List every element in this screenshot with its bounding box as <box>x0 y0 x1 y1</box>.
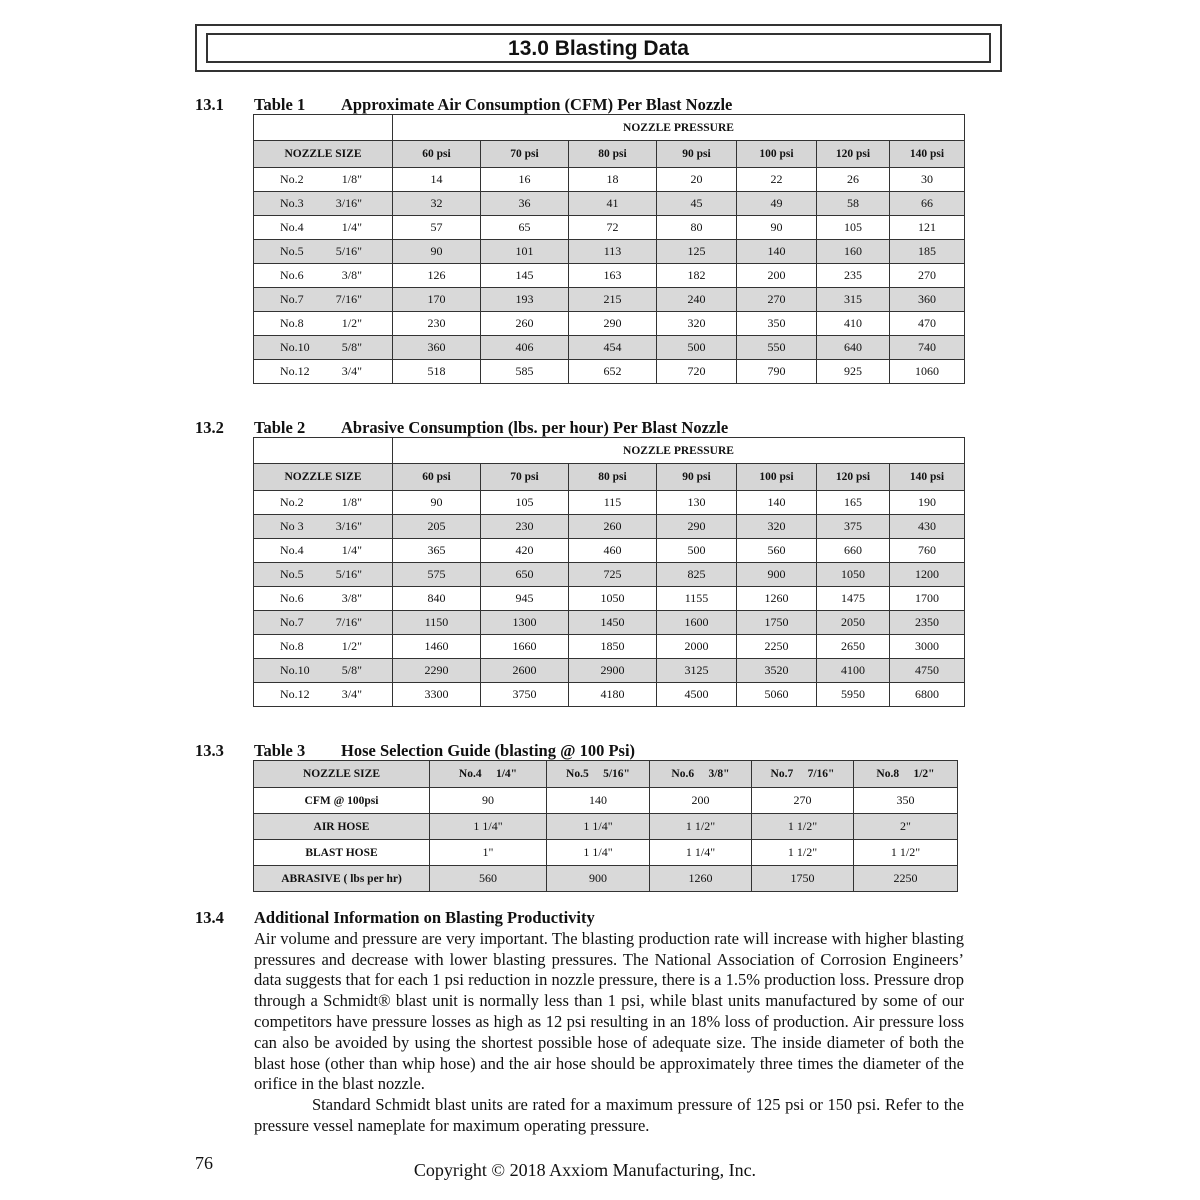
nozzle-number: No.12 <box>280 364 310 378</box>
row-label: ABRASIVE ( lbs per hr) <box>254 866 430 892</box>
value-cell: 6800 <box>890 683 965 707</box>
nozzle-size-cell <box>254 683 393 707</box>
nozzle-fraction: 1/4" <box>341 220 362 234</box>
nozzle-size-cell <box>254 491 393 515</box>
column-header: No.8 1/2" <box>854 761 958 788</box>
table-row <box>254 587 965 611</box>
value-cell: 1300 <box>481 611 569 635</box>
nozzle-number: No.5 <box>280 567 304 581</box>
nozzle-fraction: 7/16" <box>335 292 362 306</box>
row-label: AIR HOSE <box>254 814 430 840</box>
value-cell: 1050 <box>569 587 657 611</box>
table-row <box>254 563 965 587</box>
nozzle-fraction: 5/8" <box>341 663 362 677</box>
value-cell: 105 <box>481 491 569 515</box>
nozzle-fraction: 3/8" <box>341 591 362 605</box>
value-cell: 2000 <box>657 635 737 659</box>
section-number: 13.2 <box>195 418 224 437</box>
value-cell: 230 <box>481 515 569 539</box>
value-cell: 2600 <box>481 659 569 683</box>
nozzle-size-cell <box>254 192 393 216</box>
value-cell: 1260 <box>737 587 817 611</box>
value-cell: 3125 <box>657 659 737 683</box>
pressure-header: 100 psi <box>737 141 817 168</box>
value-cell: 160 <box>817 240 890 264</box>
table-row <box>254 515 965 539</box>
value-cell: 270 <box>890 264 965 288</box>
column-header: No.5 5/16" <box>547 761 650 788</box>
nozzle-number: No.7 <box>280 615 304 629</box>
value-cell: 375 <box>817 515 890 539</box>
value-cell: 163 <box>569 264 657 288</box>
value-cell: 1 1/4" <box>547 840 650 866</box>
value-cell: 350 <box>737 312 817 336</box>
value-cell: 270 <box>737 288 817 312</box>
value-cell: 660 <box>817 539 890 563</box>
table-row <box>254 491 965 515</box>
section-number: 13.1 <box>195 95 224 114</box>
empty-cell <box>254 115 393 141</box>
value-cell: 1155 <box>657 587 737 611</box>
value-cell: 32 <box>393 192 481 216</box>
value-cell: 640 <box>817 336 890 360</box>
nozzle-size-cell <box>254 264 393 288</box>
value-cell: 90 <box>737 216 817 240</box>
air-consumption-table <box>253 114 965 384</box>
pressure-header: 140 psi <box>890 141 965 168</box>
value-cell: 4500 <box>657 683 737 707</box>
nozzle-size-cell <box>254 312 393 336</box>
paragraph: Air volume and pressure are very important. The blasting production rate will increase with higher blasting pressures and decrease with lower blasting pressures. The National Association of Corrosion Engineers’ data suggests that for each 1 psi reduction in nozzle pressure, there is a 1.5% production loss. Pressure drop through a Schmidt® blast unit is normally less than 1 psi, while blast units manufactured by some of our competitors have pressure losses as high as 12 psi resulting in an 18% loss of production. Air pressure loss can also be avoided by using the shortest possible hose of adequate size. The inside diameter of both the blast hose (other than whip hose) and the air hose should be approximately three times the diameter of the orifice in the blast nozzle. <box>254 928 964 1094</box>
value-cell: 4180 <box>569 683 657 707</box>
value-cell: 500 <box>657 539 737 563</box>
value-cell: 45 <box>657 192 737 216</box>
value-cell: 200 <box>650 788 752 814</box>
value-cell: 115 <box>569 491 657 515</box>
value-cell: 3520 <box>737 659 817 683</box>
nozzle-number: No.8 <box>280 316 304 330</box>
value-cell: 1 1/2" <box>854 840 958 866</box>
column-header: NOZZLE SIZE <box>254 761 430 788</box>
value-cell: 825 <box>657 563 737 587</box>
nozzle-fraction: 1/2" <box>341 316 362 330</box>
value-cell: 500 <box>657 336 737 360</box>
nozzle-number: No.2 <box>280 495 304 509</box>
value-cell: 101 <box>481 240 569 264</box>
nozzle-size-cell <box>254 563 393 587</box>
value-cell: 57 <box>393 216 481 240</box>
value-cell: 121 <box>890 216 965 240</box>
nozzle-size-cell <box>254 611 393 635</box>
value-cell: 740 <box>890 336 965 360</box>
nozzle-size-cell <box>254 288 393 312</box>
value-cell: 945 <box>481 587 569 611</box>
value-cell: 30 <box>890 168 965 192</box>
value-cell: 350 <box>854 788 958 814</box>
value-cell: 22 <box>737 168 817 192</box>
value-cell: 2290 <box>393 659 481 683</box>
productivity-section <box>254 908 964 1137</box>
value-cell: 182 <box>657 264 737 288</box>
value-cell: 4750 <box>890 659 965 683</box>
column-header: No.4 1/4" <box>430 761 547 788</box>
value-cell: 105 <box>817 216 890 240</box>
value-cell: 130 <box>657 491 737 515</box>
nozzle-number: No.6 <box>280 591 304 605</box>
nozzle-fraction: 7/16" <box>335 615 362 629</box>
value-cell: 420 <box>481 539 569 563</box>
nozzle-number: No.3 <box>280 196 304 210</box>
value-cell: 1450 <box>569 611 657 635</box>
value-cell: 560 <box>737 539 817 563</box>
row-label: BLAST HOSE <box>254 840 430 866</box>
table-row <box>254 168 965 192</box>
page-title: 13.0 Blasting Data <box>206 33 991 63</box>
nozzle-size-cell <box>254 168 393 192</box>
value-cell: 113 <box>569 240 657 264</box>
value-cell: 550 <box>737 336 817 360</box>
nozzle-size-header: NOZZLE SIZE <box>254 464 393 491</box>
nozzle-fraction: 1/2" <box>341 639 362 653</box>
value-cell: 560 <box>430 866 547 892</box>
header-row <box>254 464 965 491</box>
value-cell: 1150 <box>393 611 481 635</box>
paragraph: Standard Schmidt blast units are rated for a maximum pressure of 125 psi or 150 psi. Refer to the pressure vessel nameplate for maximum operating pressure. <box>254 1095 964 1135</box>
value-cell: 49 <box>737 192 817 216</box>
nozzle-fraction: 3/4" <box>341 687 362 701</box>
nozzle-size-cell <box>254 240 393 264</box>
header-row <box>254 141 965 168</box>
nozzle-number: No.10 <box>280 663 310 677</box>
nozzle-fraction: 3/16" <box>335 519 362 533</box>
table-row <box>254 336 965 360</box>
value-cell: 925 <box>817 360 890 384</box>
value-cell: 190 <box>890 491 965 515</box>
value-cell: 2250 <box>854 866 958 892</box>
table-row <box>254 814 958 840</box>
value-cell: 1" <box>430 840 547 866</box>
table-label: Table 3 <box>254 741 306 760</box>
pressure-header: 120 psi <box>817 464 890 491</box>
value-cell: 1 1/2" <box>650 814 752 840</box>
table-caption: Approximate Air Consumption (CFM) Per Blast Nozzle <box>341 95 733 114</box>
value-cell: 2" <box>854 814 958 840</box>
pressure-group-row <box>254 438 965 464</box>
value-cell: 230 <box>393 312 481 336</box>
value-cell: 90 <box>430 788 547 814</box>
column-header: No.7 7/16" <box>752 761 854 788</box>
value-cell: 2900 <box>569 659 657 683</box>
section-number: 13.4 <box>195 908 224 927</box>
nozzle-size-cell <box>254 360 393 384</box>
nozzle-number: No.4 <box>280 543 304 557</box>
value-cell: 215 <box>569 288 657 312</box>
value-cell: 1750 <box>752 866 854 892</box>
nozzle-fraction: 5/16" <box>335 567 362 581</box>
table-row <box>254 683 965 707</box>
pressure-header: 120 psi <box>817 141 890 168</box>
table-label: Table 2 <box>254 418 306 437</box>
value-cell: 14 <box>393 168 481 192</box>
value-cell: 205 <box>393 515 481 539</box>
value-cell: 240 <box>657 288 737 312</box>
value-cell: 1660 <box>481 635 569 659</box>
table-row <box>254 611 965 635</box>
title-frame <box>195 24 1002 72</box>
nozzle-size-cell <box>254 539 393 563</box>
table-row <box>254 240 965 264</box>
value-cell: 65 <box>481 216 569 240</box>
table-caption: Hose Selection Guide (blasting @ 100 Psi) <box>341 741 636 760</box>
nozzle-pressure-label: NOZZLE PRESSURE <box>393 438 965 464</box>
value-cell: 260 <box>481 312 569 336</box>
pressure-header: 80 psi <box>569 464 657 491</box>
value-cell: 1700 <box>890 587 965 611</box>
value-cell: 790 <box>737 360 817 384</box>
pressure-header: 60 psi <box>393 464 481 491</box>
value-cell: 72 <box>569 216 657 240</box>
value-cell: 320 <box>737 515 817 539</box>
empty-cell <box>254 438 393 464</box>
section-number: 13.3 <box>195 741 224 760</box>
table-row <box>254 192 965 216</box>
value-cell: 1 1/2" <box>752 840 854 866</box>
value-cell: 80 <box>657 216 737 240</box>
nozzle-size-cell <box>254 659 393 683</box>
value-cell: 470 <box>890 312 965 336</box>
value-cell: 170 <box>393 288 481 312</box>
nozzle-fraction: 3/8" <box>341 268 362 282</box>
value-cell: 140 <box>737 491 817 515</box>
value-cell: 1 1/4" <box>650 840 752 866</box>
value-cell: 58 <box>817 192 890 216</box>
value-cell: 5950 <box>817 683 890 707</box>
hose-selection-table <box>253 760 958 892</box>
value-cell: 575 <box>393 563 481 587</box>
value-cell: 3750 <box>481 683 569 707</box>
value-cell: 652 <box>569 360 657 384</box>
value-cell: 3300 <box>393 683 481 707</box>
value-cell: 4100 <box>817 659 890 683</box>
value-cell: 1260 <box>650 866 752 892</box>
value-cell: 185 <box>890 240 965 264</box>
value-cell: 454 <box>569 336 657 360</box>
value-cell: 41 <box>569 192 657 216</box>
value-cell: 900 <box>547 866 650 892</box>
value-cell: 270 <box>752 788 854 814</box>
nozzle-size-cell <box>254 635 393 659</box>
pressure-header: 90 psi <box>657 141 737 168</box>
nozzle-number: No.8 <box>280 639 304 653</box>
value-cell: 290 <box>657 515 737 539</box>
nozzle-fraction: 5/16" <box>335 244 362 258</box>
table-row <box>254 264 965 288</box>
pressure-header: 70 psi <box>481 141 569 168</box>
value-cell: 1 1/4" <box>430 814 547 840</box>
pressure-header: 90 psi <box>657 464 737 491</box>
table-row <box>254 635 965 659</box>
nozzle-size-cell <box>254 216 393 240</box>
nozzle-fraction: 1/8" <box>341 172 362 186</box>
nozzle-number: No.12 <box>280 687 310 701</box>
value-cell: 140 <box>737 240 817 264</box>
table-row <box>254 216 965 240</box>
page-number: 76 <box>195 1153 213 1173</box>
value-cell: 720 <box>657 360 737 384</box>
value-cell: 290 <box>569 312 657 336</box>
row-label: CFM @ 100psi <box>254 788 430 814</box>
table-label: Table 1 <box>254 95 306 114</box>
value-cell: 360 <box>890 288 965 312</box>
table-row <box>254 659 965 683</box>
value-cell: 1 1/2" <box>752 814 854 840</box>
value-cell: 585 <box>481 360 569 384</box>
pressure-header: 70 psi <box>481 464 569 491</box>
value-cell: 430 <box>890 515 965 539</box>
value-cell: 126 <box>393 264 481 288</box>
nozzle-fraction: 5/8" <box>341 340 362 354</box>
table-row <box>254 539 965 563</box>
nozzle-number: No.10 <box>280 340 310 354</box>
section-heading: Additional Information on Blasting Productivity <box>254 908 595 927</box>
value-cell: 460 <box>569 539 657 563</box>
value-cell: 725 <box>569 563 657 587</box>
value-cell: 145 <box>481 264 569 288</box>
value-cell: 320 <box>657 312 737 336</box>
pressure-header: 80 psi <box>569 141 657 168</box>
nozzle-size-cell <box>254 587 393 611</box>
value-cell: 1050 <box>817 563 890 587</box>
column-header: No.6 3/8" <box>650 761 752 788</box>
copyright-footer: Copyright © 2018 Axxiom Manufacturing, Inc. <box>413 1160 757 1180</box>
value-cell: 900 <box>737 563 817 587</box>
value-cell: 2050 <box>817 611 890 635</box>
nozzle-size-cell <box>254 336 393 360</box>
value-cell: 1200 <box>890 563 965 587</box>
abrasive-consumption-table <box>253 437 965 707</box>
header-row <box>254 761 958 788</box>
value-cell: 406 <box>481 336 569 360</box>
table-row <box>254 866 958 892</box>
value-cell: 3000 <box>890 635 965 659</box>
table-row <box>254 288 965 312</box>
nozzle-number: No.7 <box>280 292 304 306</box>
value-cell: 5060 <box>737 683 817 707</box>
value-cell: 1060 <box>890 360 965 384</box>
value-cell: 193 <box>481 288 569 312</box>
value-cell: 260 <box>569 515 657 539</box>
nozzle-size-header: NOZZLE SIZE <box>254 141 393 168</box>
value-cell: 518 <box>393 360 481 384</box>
value-cell: 90 <box>393 491 481 515</box>
value-cell: 365 <box>393 539 481 563</box>
nozzle-number: No.2 <box>280 172 304 186</box>
pressure-header: 100 psi <box>737 464 817 491</box>
value-cell: 2650 <box>817 635 890 659</box>
value-cell: 650 <box>481 563 569 587</box>
table-caption: Abrasive Consumption (lbs. per hour) Per Blast Nozzle <box>341 418 729 437</box>
value-cell: 1850 <box>569 635 657 659</box>
value-cell: 125 <box>657 240 737 264</box>
value-cell: 1460 <box>393 635 481 659</box>
nozzle-pressure-label: NOZZLE PRESSURE <box>393 115 965 141</box>
nozzle-number: No.6 <box>280 268 304 282</box>
value-cell: 410 <box>817 312 890 336</box>
nozzle-fraction: 1/8" <box>341 495 362 509</box>
value-cell: 360 <box>393 336 481 360</box>
nozzle-number: No 3 <box>280 519 304 533</box>
value-cell: 36 <box>481 192 569 216</box>
value-cell: 840 <box>393 587 481 611</box>
value-cell: 1750 <box>737 611 817 635</box>
value-cell: 20 <box>657 168 737 192</box>
nozzle-number: No.5 <box>280 244 304 258</box>
nozzle-number: No.4 <box>280 220 304 234</box>
value-cell: 140 <box>547 788 650 814</box>
value-cell: 1475 <box>817 587 890 611</box>
value-cell: 26 <box>817 168 890 192</box>
nozzle-fraction: 1/4" <box>341 543 362 557</box>
nozzle-fraction: 3/4" <box>341 364 362 378</box>
value-cell: 66 <box>890 192 965 216</box>
pressure-header: 60 psi <box>393 141 481 168</box>
value-cell: 2250 <box>737 635 817 659</box>
table-row <box>254 360 965 384</box>
table-row <box>254 312 965 336</box>
pressure-header: 140 psi <box>890 464 965 491</box>
value-cell: 1 1/4" <box>547 814 650 840</box>
value-cell: 165 <box>817 491 890 515</box>
nozzle-fraction: 3/16" <box>335 196 362 210</box>
value-cell: 200 <box>737 264 817 288</box>
value-cell: 90 <box>393 240 481 264</box>
pressure-group-row <box>254 115 965 141</box>
value-cell: 16 <box>481 168 569 192</box>
value-cell: 315 <box>817 288 890 312</box>
value-cell: 1600 <box>657 611 737 635</box>
value-cell: 235 <box>817 264 890 288</box>
table-row <box>254 788 958 814</box>
table-row <box>254 840 958 866</box>
nozzle-size-cell <box>254 515 393 539</box>
value-cell: 2350 <box>890 611 965 635</box>
value-cell: 18 <box>569 168 657 192</box>
value-cell: 760 <box>890 539 965 563</box>
